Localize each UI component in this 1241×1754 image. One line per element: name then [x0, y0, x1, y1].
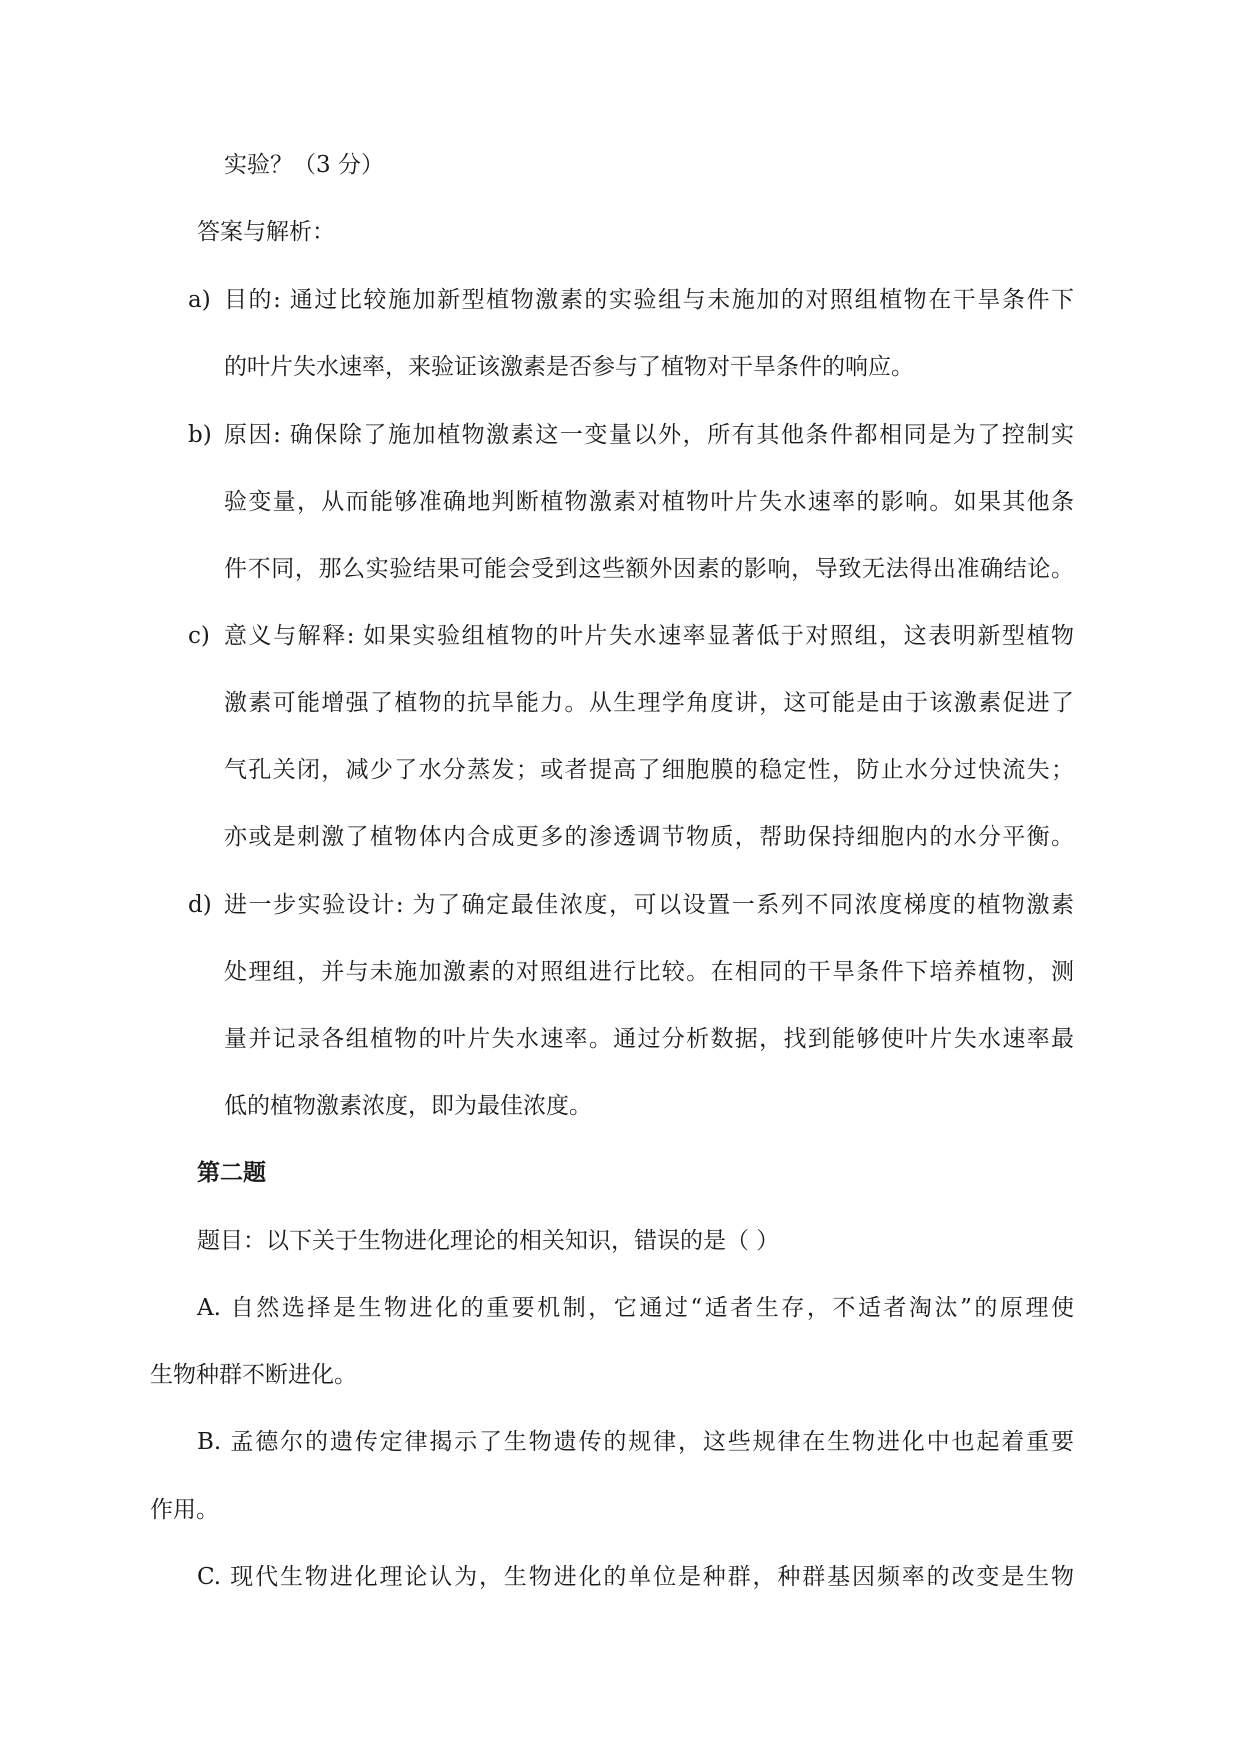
option-a-line-2: 生物种群不断进化。 [150, 1362, 357, 1388]
answer-marker-b: b) [188, 422, 212, 448]
answer-marker-c: c) [188, 623, 210, 649]
option-b-line-1: B. 孟德尔的遗传定律揭示了生物遗传的规律，这些规律在生物进化中也起着重要 [197, 1429, 1074, 1455]
answer-d-line-1: 进一步实验设计: 为了确定最佳浓度，可以设置一系列不同浓度梯度的植物激素 [224, 892, 1074, 918]
answer-marker-a: a) [188, 287, 211, 313]
option-a-line-1: A. 自然选择是生物进化的重要机制，它通过“适者生存，不适者淘汰”的原理使 [197, 1295, 1074, 1321]
answer-d-line-2: 处理组，并与未施加激素的对照组进行比较。在相同的干旱条件下培养植物，测 [224, 959, 1074, 985]
answer-b-line-3: 件不同，那么实验结果可能会受到这些额外因素的影响，导致无法得出准确结论。 [224, 556, 1074, 582]
question-prompt: 题目：以下关于生物进化理论的相关知识，错误的是（ ） [197, 1228, 780, 1254]
answer-a-line-2: 的叶片失水速率，来验证该激素是否参与了植物对干旱条件的响应。 [224, 354, 914, 380]
answer-b-line-1: 原因: 确保除了施加植物激素这一变量以外，所有其他条件都相同是为了控制实 [224, 422, 1074, 448]
answer-c-line-2: 激素可能增强了植物的抗旱能力。从生理学角度讲，这可能是由于该激素促进了 [224, 690, 1074, 716]
answer-c-line-4: 亦或是刺激了植物体内合成更多的渗透调节物质，帮助保持细胞内的水分平衡。 [224, 824, 1074, 850]
answer-c-line-3: 气孔关闭，减少了水分蒸发；或者提高了细胞膜的稳定性，防止水分过快流失； [224, 757, 1074, 783]
answer-d-line-4: 低的植物激素浓度，即为最佳浓度。 [224, 1093, 592, 1119]
option-b-line-2: 作用。 [150, 1497, 219, 1523]
section-title: 第二题 [197, 1159, 266, 1186]
answer-c-line-1: 意义与解释: 如果实验组植物的叶片失水速率显著低于对照组，这表明新型植物 [224, 623, 1074, 649]
question-tail: 实验？（3 分） [224, 152, 384, 178]
answer-a-line-1: 目的: 通过比较施加新型植物激素的实验组与未施加的对照组植物在干旱条件下 [224, 287, 1074, 313]
answer-heading: 答案与解析： [197, 219, 335, 245]
option-c-line-1: C. 现代生物进化理论认为，生物进化的单位是种群，种群基因频率的改变是生物 [197, 1564, 1074, 1590]
answer-marker-d: d) [188, 892, 212, 918]
answer-d-line-3: 量并记录各组植物的叶片失水速率。通过分析数据，找到能够使叶片失水速率最 [224, 1026, 1074, 1052]
answer-b-line-2: 验变量，从而能够准确地判断植物激素对植物叶片失水速率的影响。如果其他条 [224, 489, 1074, 515]
